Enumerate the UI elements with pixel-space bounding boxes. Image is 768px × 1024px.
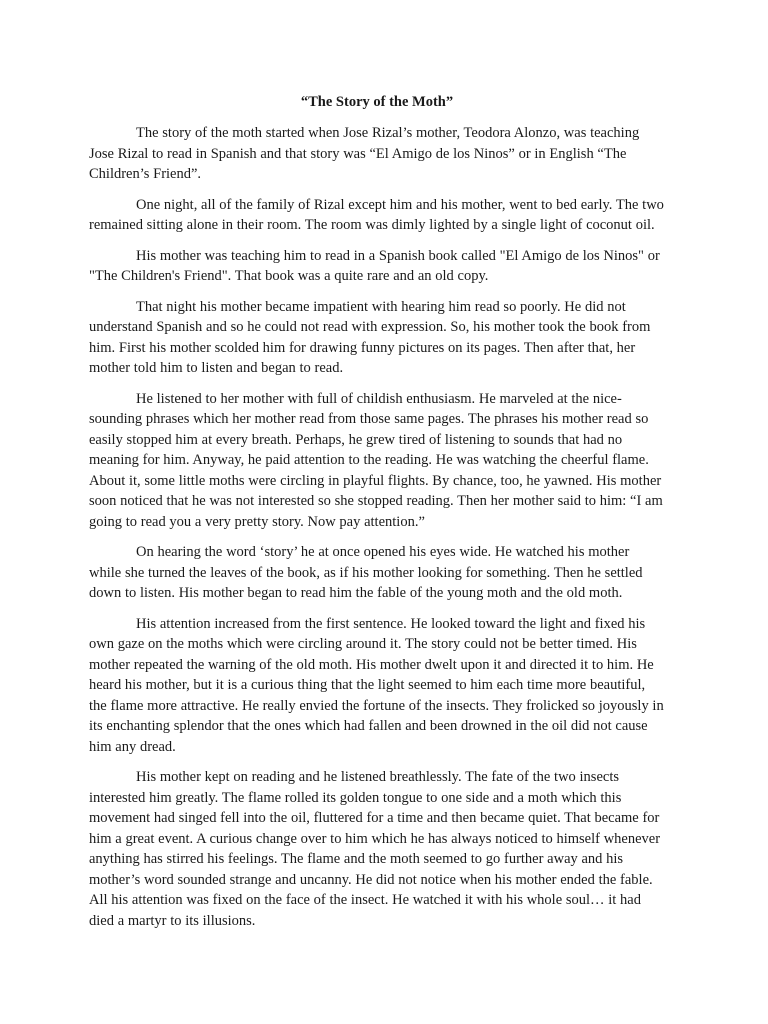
paragraph-7: His attention increased from the first sentence. He looked toward the light and fixed his own gaze on the moths which were circling around it. The story could not be better timed. His mother repeated the warning of the old moth. His mother dwelt upon it and directed it to him. He heard his mother, but it is a curious thing that the light seemed to him each time more beautiful, the flame more attractive. He really envied the fortune of the insects. They frolicked so joyously in its enchanting splendor that the ones which had fallen and been drowned in the oil did not cause him any dread. bbox=[89, 615, 664, 755]
paragraph-8: His mother kept on reading and he listened breathlessly. The fate of the two insects interested him greatly. The flame rolled its golden tongue to one side and a moth which this movement had singed fell into the oil, fluttered for a time and then became quiet. That became for him a great event. A curious change over to him which he has always noticed to himself whenever anything has stirred his feelings. The flame and the moth seemed to go further away and his mother’s word sounded strange and uncanny. He did not notice when his mother ended the fable. All his attention was fixed on the face of the insect. He watched it with his whole soul… it had died a martyr to its illusions. bbox=[89, 769, 661, 929]
document-title: “The Story of the Moth” bbox=[300, 94, 454, 110]
paragraph-6: On hearing the word ‘story’ he at once opened his eyes wide. He watched his mother while she turned the leaves of the book, as if his mother looking for something. Then he settled down to listen. His mother began to read him the fable of the young moth and the old moth. bbox=[89, 544, 643, 601]
paragraph-4: That night his mother became impatient with hearing him read so poorly. He did not understand Spanish and so he could not read with expression. So, his mother took the book from him. First his mother scolded him for drawing funny pictures on its pages. Then after that, her mother told him to listen and began to read. bbox=[89, 298, 651, 376]
paragraph-3: His mother was teaching him to read in a Spanish book called "El Amigo de los Ninos" or "The Children's Friend". That book was a quite rare and an old copy. bbox=[89, 247, 660, 284]
paragraph-2: One night, all of the family of Rizal except him and his mother, went to bed early. The two remained sitting alone in their room. The room was dimly lighted by a single light of coconut oil. bbox=[89, 196, 664, 233]
document-body bbox=[89, 92, 665, 941]
paragraph-5: He listened to her mother with full of childish enthusiasm. He marveled at the nice-sounding phrases which her mother read from those same pages. The phrases his mother read so easily stopped him at every breath. Perhaps, he grew tired of listening to sounds that had no meaning for him. Anyway, he paid attention to the reading. He was watching the cheerful flame. About it, some little moths were circling in playful flights. By chance, too, he yawned. His mother soon noticed that he was not interested so she stopped reading. Then her mother said to him: “I am going to read you a very pretty story. Now pay attention.” bbox=[89, 390, 663, 530]
paragraph-1: The story of the moth started when Jose Rizal’s mother, Teodora Alonzo, was teaching Jose Rizal to read in Spanish and that story was “El Amigo de los Ninos” or in English “The Children’s Friend”. bbox=[89, 125, 640, 182]
